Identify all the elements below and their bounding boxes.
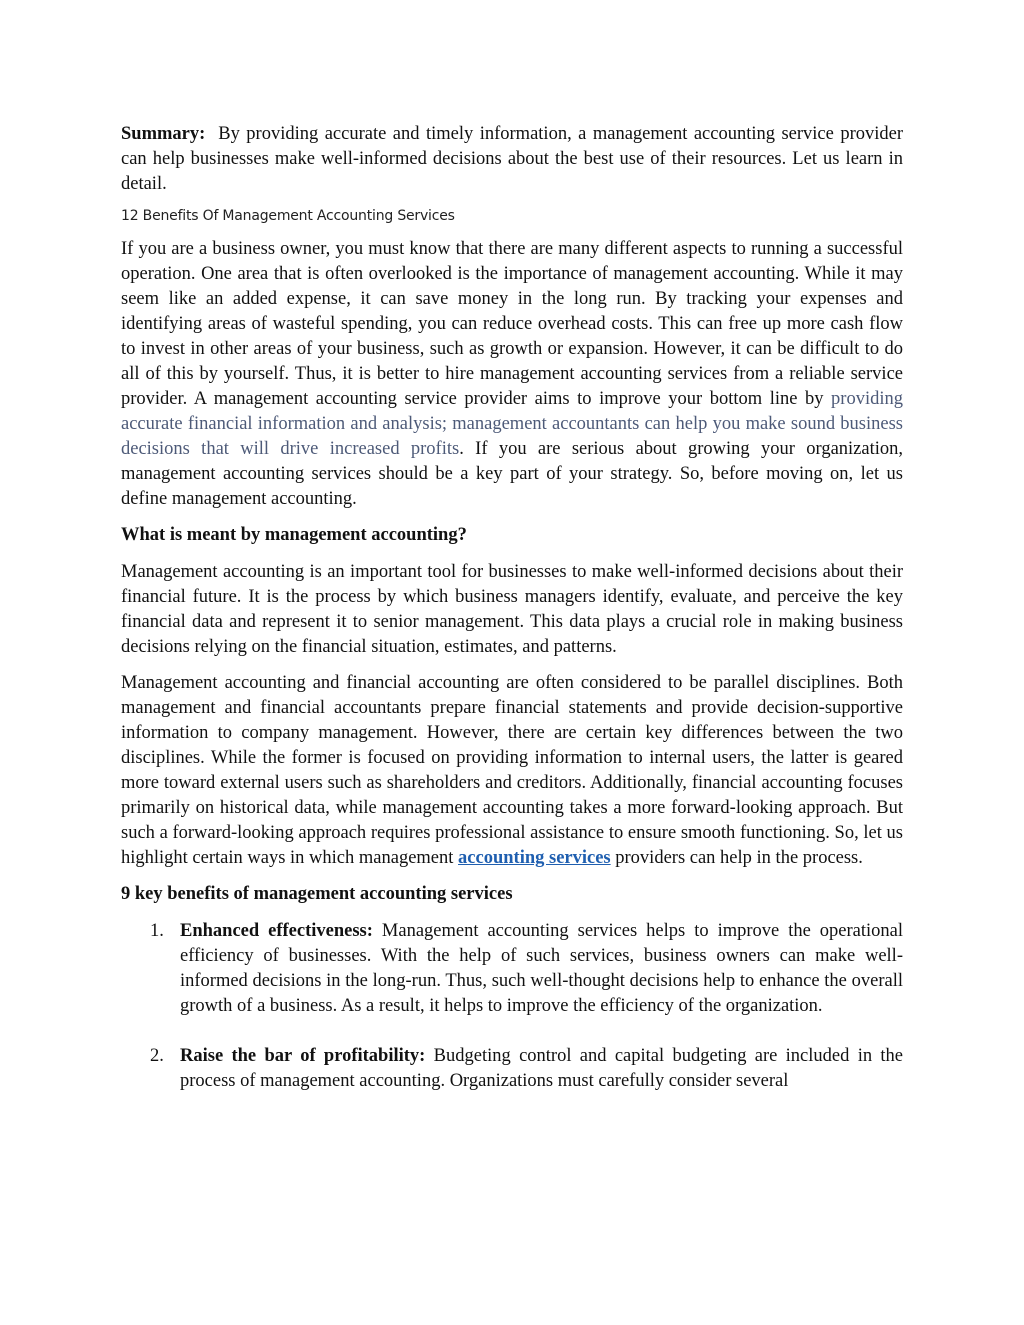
document-page (121, 122, 903, 1119)
heading-key-benefits: 9 key benefits of management accounting services (121, 884, 513, 904)
benefit-number: 1. (150, 921, 164, 941)
benefit-text: Budgeting control and capital budgeting are included in the process of management accounting. Organizations must carefully consider several (180, 1046, 904, 1091)
benefit-number: 2. (150, 1046, 164, 1066)
definition-paragraph: Management accounting is an important tool for businesses to make well-informed decisions about their financial future. It is the process by which business managers identify, evaluate, and perceive the key financial data and represent it to senior management. This data plays a crucial role in making business decisions relying on the financial situation, estimates, and patterns. (121, 562, 903, 657)
benefit-item (121, 1044, 903, 1094)
comparison-text-end: providers can help in the process. (610, 848, 863, 868)
intro-text-end: . If you are serious about growing your organization, management accounting services should be a key part of your strategy. So, before moving on, let us define management accounting. (121, 439, 903, 509)
benefits-list (121, 919, 903, 1094)
summary-paragraph (121, 122, 903, 197)
benefit-title: Raise the bar of profitability: (180, 1046, 426, 1066)
section-subheading: 12 Benefits Of Management Accounting Services (121, 208, 455, 224)
benefit-item (121, 919, 903, 1019)
heading-what-is-management-accounting: What is meant by management accounting? (121, 525, 467, 545)
summary-text: By providing accurate and timely information, a management accounting service provider can help businesses make well-informed decisions about the best use of their resources. Let us learn in detail. (121, 124, 904, 194)
benefit-title: Enhanced effectiveness: (180, 921, 373, 941)
intro-paragraph (121, 237, 903, 512)
intro-highlight-text: providing accurate financial information and analysis; management accountants can help you make sound business decisions that will drive increased profits (121, 389, 903, 459)
intro-text-start: If you are a business owner, you must know that there are many different aspects to running a successful operation. One area that is often overlooked is the importance of management accounting. While it may seem like an added expense, it can save money in the long run. By tracking your expenses and identifying areas of wasteful spending, you can reduce overhead costs. This can free up more cash flow to invest in other areas of your business, such as growth or expansion. However, it can be difficult to do all of this by yourself. Thus, it is better to hire management accounting services from a reliable service provider. A management accounting service provider aims to improve your bottom line by (121, 239, 903, 409)
benefit-text: Management accounting services helps to improve the operational efficiency of businesses. With the help of such services, business owners can make well-informed decisions in the long-run. Thus, such well-thought decisions help to enhance the overall growth of a business. As a result, it helps to improve the efficiency of the organization. (180, 921, 904, 1016)
summary-label: Summary: (121, 124, 206, 144)
comparison-paragraph (121, 671, 903, 871)
comparison-text-start: Management accounting and financial accounting are often considered to be parallel disciplines. Both management and financial accountants prepare financial statements and provide decision-supportive information to company management. However, there are certain key differences between the two disciplines. While the former is focused on providing information to internal users, the latter is geared more toward external users such as shareholders and creditors. Additionally, financial accounting focuses primarily on historical data, while management accounting takes a more forward-looking approach. But such a forward-looking approach requires professional assistance to ensure smooth functioning. So, let us highlight certain ways in which management (121, 673, 903, 868)
accounting-services-link[interactable]: accounting services (458, 848, 611, 868)
